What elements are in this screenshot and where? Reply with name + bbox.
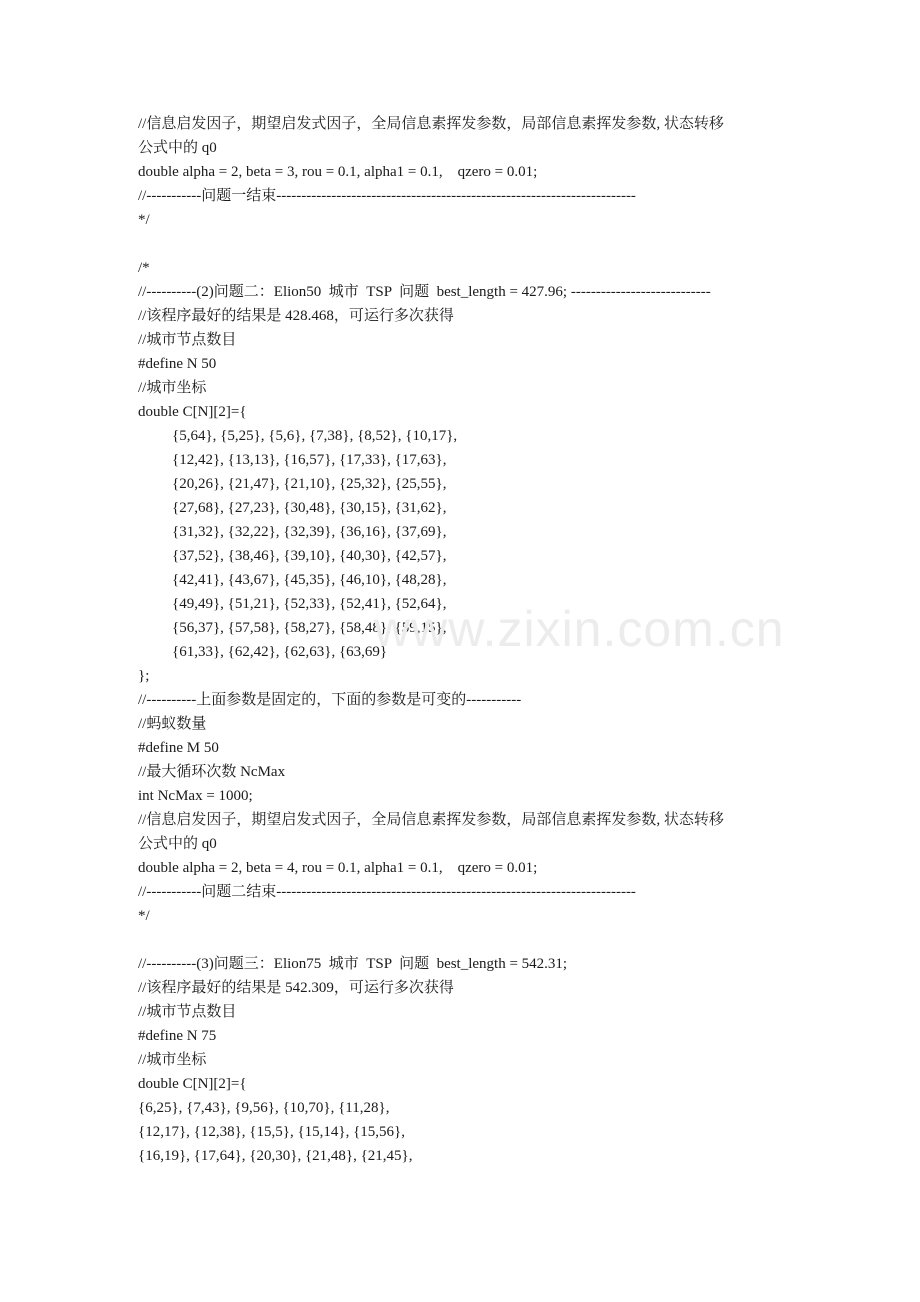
code-line: //----------上面参数是固定的，下面的参数是可变的----------- [138,692,522,708]
code-listing [138,112,798,1168]
code-line: */ [138,908,150,924]
watermark: www.zixin.com.cn [374,601,785,657]
code-line: //该程序最好的结果是 428.468，可运行多次获得 [138,308,454,324]
code-line: int NcMax = 1000; [138,788,253,804]
code-line: {6,25}, {7,43}, {9,56}, {10,70}, {11,28}, [138,1100,390,1116]
code-line: //----------(2)问题二：Elion50 城市 TSP 问题 best_length = 427.96; ---------------------------- [138,284,711,300]
code-line: {42,41}, {43,67}, {45,35}, {46,10}, {48,28}, [172,572,447,588]
code-line: #define N 75 [138,1028,217,1044]
code-line: double C[N][2]={ [138,404,247,420]
code-line: //城市节点数目 [138,332,237,348]
code-line: //----------(3)问题三：Elion75 城市 TSP 问题 best_length = 542.31; [138,956,568,972]
code-line: /* [138,260,150,276]
code-line: double C[N][2]={ [138,1076,247,1092]
code-line: //最大循环次数 NcMax [138,764,286,780]
code-line: 公式中的 q0 [138,836,217,852]
code-line: double alpha = 2, beta = 3, rou = 0.1, alpha1 = 0.1, qzero = 0.01; [138,164,538,180]
blank-line [138,928,798,952]
code-line: {27,68}, {27,23}, {30,48}, {30,15}, {31,62}, [172,500,447,516]
code-line: //-----------问题二结束------------------------------------------------------------------------ [138,884,636,900]
code-line: {31,32}, {32,22}, {32,39}, {36,16}, {37,69}, [172,524,447,540]
code-line: {12,42}, {13,13}, {16,57}, {17,33}, {17,63}, [172,452,447,468]
code-line: //信息启发因子，期望启发式因子，全局信息素挥发参数，局部信息素挥发参数, 状态转移 [138,116,724,132]
code-line: {16,19}, {17,64}, {20,30}, {21,48}, {21,45}, [138,1148,413,1164]
code-line: {56,37}, {57,58}, {58,27}, {58,48}, {59,15}, [172,620,447,636]
code-line: #define M 50 [138,740,219,756]
code-line: #define N 50 [138,356,217,372]
code-line: double alpha = 2, beta = 4, rou = 0.1, alpha1 = 0.1, qzero = 0.01; [138,860,538,876]
code-line: {12,17}, {12,38}, {15,5}, {15,14}, {15,56}, [138,1124,405,1140]
code-line: }; [138,668,150,684]
blank-line [138,232,798,256]
code-line: {5,64}, {5,25}, {5,6}, {7,38}, {8,52}, {10,17}, [172,428,458,444]
code-line: //城市坐标 [138,380,207,396]
code-line: {49,49}, {51,21}, {52,33}, {52,41}, {52,64}, [172,596,447,612]
code-line: //该程序最好的结果是 542.309，可运行多次获得 [138,980,454,996]
code-line: //信息启发因子，期望启发式因子，全局信息素挥发参数，局部信息素挥发参数, 状态转移 [138,812,724,828]
code-line: //蚂蚁数量 [138,716,207,732]
code-line: */ [138,212,150,228]
code-line: {37,52}, {38,46}, {39,10}, {40,30}, {42,57}, [172,548,447,564]
code-line: //城市坐标 [138,1052,207,1068]
code-line: //城市节点数目 [138,1004,237,1020]
code-line: //-----------问题一结束------------------------------------------------------------------------ [138,188,636,204]
code-line: {20,26}, {21,47}, {21,10}, {25,32}, {25,55}, [172,476,447,492]
code-line: {61,33}, {62,42}, {62,63}, {63,69} [172,644,388,660]
code-line: 公式中的 q0 [138,140,217,156]
